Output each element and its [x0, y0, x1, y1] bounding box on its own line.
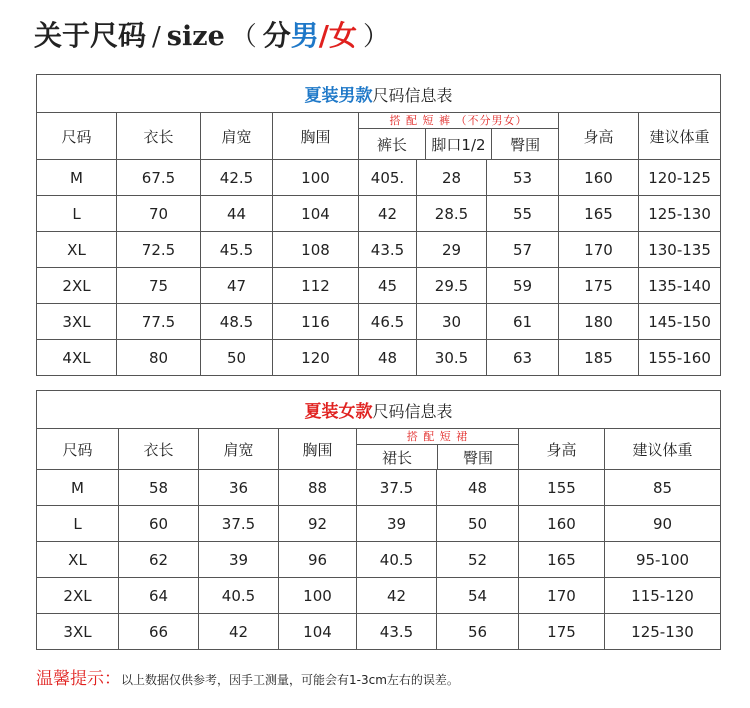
table-cell: 3XL	[37, 614, 119, 650]
table-cell: 39	[357, 506, 437, 542]
table-cell: 36	[199, 470, 279, 506]
header-cell: 身高	[519, 429, 605, 470]
table-cell: 92	[279, 506, 357, 542]
table-row	[37, 304, 721, 340]
table-cell: 165	[519, 542, 605, 578]
table-cell: 125-130	[605, 614, 721, 650]
title-paren-close: ）	[363, 22, 390, 52]
table-row	[37, 196, 721, 232]
male-header-row	[37, 113, 721, 160]
table-cell: 50	[201, 340, 273, 376]
table-row	[37, 506, 721, 542]
header-cell: 建议体重	[605, 429, 721, 470]
header-cell: 身高	[559, 113, 639, 160]
male-caption-rest: 尺码信息表	[372, 86, 453, 105]
header-cell: 肩宽	[199, 429, 279, 470]
header-cell: 裤长	[376, 135, 407, 154]
table-cell: 145-150	[639, 304, 721, 340]
table-row	[37, 160, 721, 196]
male-size-table	[36, 74, 721, 376]
table-cell: XL	[37, 542, 119, 578]
table-cell: 59	[487, 268, 559, 304]
table-cell: 120	[273, 340, 359, 376]
table-cell: 40.5	[357, 542, 437, 578]
table-cell: 155-160	[639, 340, 721, 376]
table-cell: 125-130	[639, 196, 721, 232]
table-cell: 42	[199, 614, 279, 650]
table-cell: 66	[119, 614, 199, 650]
table-cell: 30.5	[417, 340, 487, 376]
table-cell: 2XL	[37, 578, 119, 614]
table-row	[37, 614, 721, 650]
table-cell: 3XL	[37, 304, 117, 340]
table-cell: 52	[437, 542, 519, 578]
table-row	[37, 578, 721, 614]
table-cell: 112	[273, 268, 359, 304]
header-cell: 衣长	[119, 429, 199, 470]
skirt-group-header	[357, 429, 519, 470]
table-cell: 50	[437, 506, 519, 542]
table-cell: M	[37, 470, 119, 506]
table-cell: 88	[279, 470, 357, 506]
table-cell: 28	[417, 160, 487, 196]
table-cell: 108	[273, 232, 359, 268]
table-cell: 48.5	[201, 304, 273, 340]
header-cell: 胸围	[279, 429, 357, 470]
tip-text: 以上数据仅供参考，因手工测量，可能会有1-3cm左右的误差。	[121, 673, 459, 687]
table-cell: 56	[437, 614, 519, 650]
table-cell: 115-120	[605, 578, 721, 614]
table-cell: 67.5	[117, 160, 201, 196]
female-header-row	[37, 429, 721, 470]
table-cell: 90	[605, 506, 721, 542]
table-cell: 37.5	[357, 470, 437, 506]
table-cell: 160	[559, 160, 639, 196]
table-cell: 80	[117, 340, 201, 376]
table-cell: 95-100	[605, 542, 721, 578]
table-cell: 48	[359, 340, 417, 376]
table-row	[37, 232, 721, 268]
table-cell: 37.5	[199, 506, 279, 542]
table-cell: 61	[487, 304, 559, 340]
female-table-caption	[37, 391, 721, 429]
table-cell: 42.5	[201, 160, 273, 196]
header-cell: 肩宽	[201, 113, 273, 160]
table-cell: 55	[487, 196, 559, 232]
table-cell: 175	[559, 268, 639, 304]
table-cell: 45	[359, 268, 417, 304]
table-row	[37, 340, 721, 376]
title-size-word: size	[166, 21, 225, 52]
header-cell: 臀围	[437, 445, 518, 469]
title-slash-2: /	[318, 19, 330, 52]
table-cell: 104	[279, 614, 357, 650]
table-cell: 75	[117, 268, 201, 304]
table-row	[37, 470, 721, 506]
table-cell: 170	[519, 578, 605, 614]
table-cell: 40.5	[199, 578, 279, 614]
table-cell: 175	[519, 614, 605, 650]
table-cell: 85	[605, 470, 721, 506]
table-cell: 42	[357, 578, 437, 614]
table-cell: 70	[117, 196, 201, 232]
table-cell: 46.5	[359, 304, 417, 340]
table-cell: 58	[119, 470, 199, 506]
title-slash: /	[152, 22, 161, 52]
table-cell: 39	[199, 542, 279, 578]
title-prefix: 关于尺码	[34, 19, 147, 52]
table-row	[37, 542, 721, 578]
table-cell: 53	[487, 160, 559, 196]
table-cell: 185	[559, 340, 639, 376]
table-cell: 28.5	[417, 196, 487, 232]
table-cell: 29	[417, 232, 487, 268]
table-cell: 2XL	[37, 268, 117, 304]
title-female: 女	[329, 19, 358, 52]
table-cell: 180	[559, 304, 639, 340]
table-cell: 62	[119, 542, 199, 578]
header-cell: 胸围	[273, 113, 359, 160]
table-cell: 170	[559, 232, 639, 268]
title-paren-open: （	[230, 22, 257, 52]
title-male: 男	[290, 19, 319, 52]
header-cell: 脚口1/2	[425, 129, 492, 159]
table-cell: 54	[437, 578, 519, 614]
table-cell: 160	[519, 506, 605, 542]
table-cell: 120-125	[639, 160, 721, 196]
header-cell: 尺码	[37, 429, 119, 470]
table-cell: 77.5	[117, 304, 201, 340]
table-cell: 43.5	[357, 614, 437, 650]
table-cell: L	[37, 196, 117, 232]
female-caption-bold: 夏装女款	[304, 402, 373, 422]
tip-label: 温馨提示：	[36, 669, 121, 689]
table-cell: 405.	[359, 160, 417, 196]
table-cell: 100	[273, 160, 359, 196]
male-caption-bold: 夏装男款	[304, 86, 373, 106]
table-cell: 63	[487, 340, 559, 376]
table-cell: 96	[279, 542, 357, 578]
table-cell: 47	[201, 268, 273, 304]
table-cell: 72.5	[117, 232, 201, 268]
shorts-group-title: 搭 配 短 裤 （不分男女）	[359, 113, 558, 129]
table-cell: 60	[119, 506, 199, 542]
shorts-group-header	[359, 113, 559, 160]
table-cell: 42	[359, 196, 417, 232]
header-cell: 衣长	[117, 113, 201, 160]
header-cell: 臀围	[491, 129, 558, 159]
table-cell: 155	[519, 470, 605, 506]
table-cell: 48	[437, 470, 519, 506]
table-cell: 100	[279, 578, 357, 614]
female-size-table	[36, 390, 721, 650]
male-table-caption	[37, 75, 721, 113]
table-row	[37, 268, 721, 304]
table-cell: 44	[201, 196, 273, 232]
female-caption-rest: 尺码信息表	[372, 402, 453, 421]
table-cell: 43.5	[359, 232, 417, 268]
table-cell: 57	[487, 232, 559, 268]
table-cell: 104	[273, 196, 359, 232]
header-cell: 建议体重	[639, 113, 721, 160]
table-cell: 29.5	[417, 268, 487, 304]
header-cell: 裙长	[381, 448, 412, 467]
table-cell: L	[37, 506, 119, 542]
skirt-group-title: 搭 配 短 裙	[357, 429, 518, 445]
table-cell: M	[37, 160, 117, 196]
table-cell: 165	[559, 196, 639, 232]
table-cell: 64	[119, 578, 199, 614]
header-cell: 尺码	[37, 113, 117, 160]
table-cell: 45.5	[201, 232, 273, 268]
tip-note	[36, 664, 459, 689]
table-cell: 4XL	[37, 340, 117, 376]
table-cell: XL	[37, 232, 117, 268]
table-cell: 30	[417, 304, 487, 340]
page-title	[34, 14, 395, 54]
table-cell: 130-135	[639, 232, 721, 268]
table-cell: 135-140	[639, 268, 721, 304]
table-cell: 116	[273, 304, 359, 340]
title-fen: 分	[262, 19, 291, 52]
